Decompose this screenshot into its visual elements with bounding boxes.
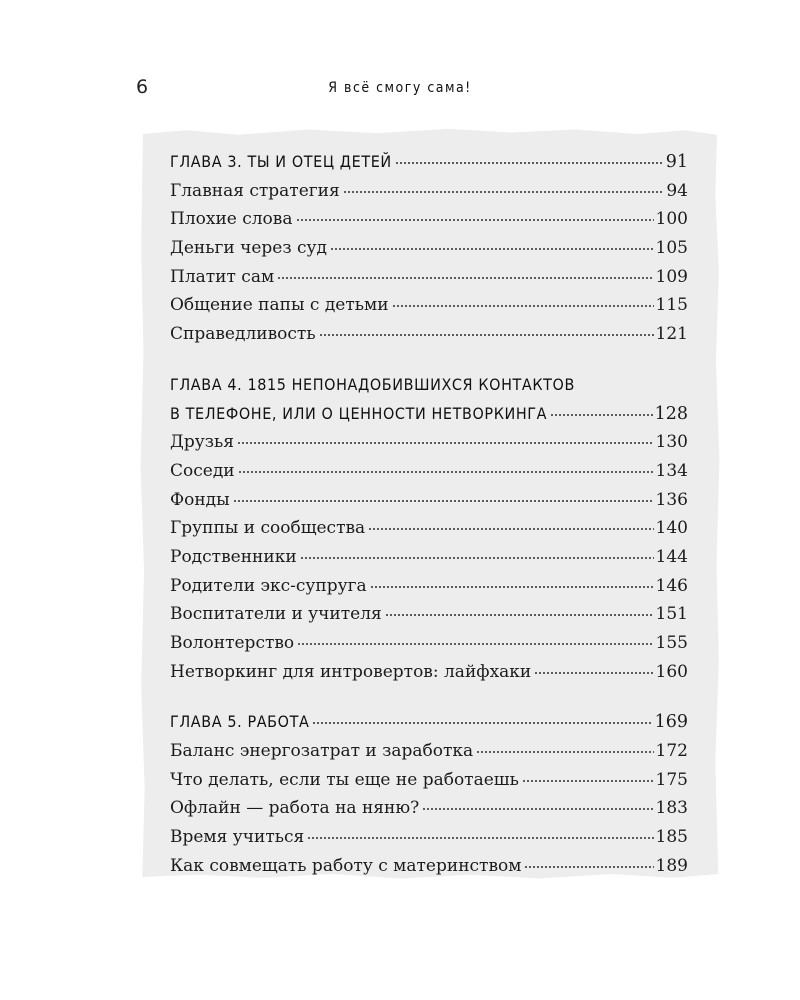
entry-label: Соседи: [170, 460, 235, 481]
entry-label: Время учиться: [170, 827, 305, 848]
entry-label: Волонтерство: [170, 633, 295, 653]
entry-label: Платит сам: [170, 266, 275, 287]
toc-entry[interactable]: [170, 428, 688, 457]
chapter-title[interactable]: ГЛАВА 4. 1815 НЕПОНАДОБИВШИХСЯ КОНТАКТОВ: [170, 374, 575, 394]
entry-page: 105: [655, 238, 688, 259]
dot-leader: [368, 528, 653, 530]
toc-entry[interactable]: [170, 177, 688, 206]
entry-page: 121: [655, 324, 688, 345]
toc-entry[interactable]: [170, 600, 688, 629]
entry-page: 100: [655, 209, 688, 230]
dot-leader: [233, 500, 654, 502]
toc-entry[interactable]: [170, 486, 688, 515]
entry-page: 94: [666, 180, 688, 201]
entry-page: 185: [655, 827, 688, 848]
toc-entry[interactable]: [170, 263, 688, 292]
dot-leader: [343, 191, 665, 193]
dot-leader: [476, 751, 653, 753]
page-number: 6: [136, 76, 149, 98]
dot-leader: [422, 808, 653, 810]
toc-entry[interactable]: [170, 823, 688, 852]
chapter-heading[interactable]: [170, 400, 688, 429]
running-head: Я всё смогу сама!: [328, 80, 472, 96]
entry-label: Офлайн — работа на няню?: [170, 798, 420, 819]
entry-page: 134: [655, 460, 688, 481]
entry-label: Воспитатели и учителя: [170, 604, 382, 625]
entry-label: Общение папы с детьми: [170, 295, 389, 316]
entry-label: Что делать, если ты еще не работаешь: [170, 769, 519, 790]
toc-entry[interactable]: [170, 291, 688, 320]
entry-label: Друзья: [170, 432, 234, 453]
entry-label: Главная стратегия: [170, 180, 340, 201]
dot-leader: [307, 837, 653, 839]
dot-leader: [296, 219, 654, 221]
toc-entry[interactable]: [170, 737, 688, 766]
dot-leader: [297, 643, 653, 645]
dot-leader: [385, 614, 654, 616]
dot-leader: [238, 471, 654, 473]
entry-page: 140: [655, 518, 688, 539]
chapter-title-continued: В ТЕЛЕФОНЕ, ИЛИ О ЦЕННОСТИ НЕТВОРКИНГА: [170, 403, 548, 423]
toc-entry[interactable]: [170, 320, 688, 349]
chapter-5: [170, 708, 688, 880]
dot-leader: [237, 442, 654, 444]
dot-leader: [330, 248, 654, 250]
dot-leader: [370, 586, 654, 588]
toc-entry[interactable]: [170, 514, 688, 543]
toc-entry[interactable]: [170, 794, 688, 823]
entry-page: 151: [655, 604, 688, 625]
entry-page: 109: [655, 266, 688, 287]
toc-entry[interactable]: [170, 234, 688, 263]
entry-page: 115: [655, 295, 688, 316]
entry-label: Родственники: [170, 546, 297, 567]
entry-page: 175: [655, 769, 688, 790]
toc-entry[interactable]: [170, 543, 688, 572]
chapter-title: ГЛАВА 3. ТЫ И ОТЕЦ ДЕТЕЙ: [170, 152, 392, 171]
dot-leader: [522, 780, 654, 782]
entry-page: 189: [655, 855, 688, 876]
dot-leader: [300, 557, 654, 559]
entry-label: Как совмещать работу с материнством: [170, 855, 522, 876]
toc-entry[interactable]: [170, 658, 688, 687]
toc-entry[interactable]: [170, 205, 688, 234]
chapter-4: [170, 371, 688, 687]
chapter-heading[interactable]: [170, 148, 688, 177]
chapter-page: 128: [654, 403, 688, 424]
dot-leader: [524, 866, 653, 868]
dot-leader: [392, 305, 654, 307]
toc-entry[interactable]: [170, 629, 688, 658]
entry-label: Плохие слова: [170, 209, 293, 230]
entry-page: 183: [655, 798, 688, 819]
dot-leader: [277, 277, 653, 279]
chapter-page: 91: [665, 152, 688, 172]
entry-page: 144: [655, 546, 688, 567]
entry-page: 130: [655, 432, 688, 453]
toc-entry[interactable]: [170, 457, 688, 486]
entry-label: Родители экс-супруга: [170, 575, 367, 596]
dot-leader: [319, 334, 654, 336]
entry-page: 146: [655, 575, 688, 596]
entry-page: 155: [655, 633, 688, 653]
chapter-3: [170, 148, 688, 349]
entry-label: Баланс энергозатрат и заработка: [170, 741, 474, 762]
dot-leader: [395, 162, 664, 164]
toc-entry[interactable]: [170, 766, 688, 795]
chapter-heading[interactable]: [170, 708, 688, 737]
entry-label: Нетворкинг для интровертов: лайфхаки: [170, 661, 532, 682]
entry-label: Фонды: [170, 489, 230, 510]
table-of-contents: [170, 148, 688, 881]
chapter-title: ГЛАВА 5. РАБОТА: [170, 712, 310, 732]
toc-entry[interactable]: [170, 572, 688, 601]
entry-page: 172: [655, 741, 688, 762]
entry-label: Справедливость: [170, 324, 316, 345]
dot-leader: [312, 722, 652, 724]
entry-label: Группы и сообщества: [170, 518, 366, 539]
dot-leader: [550, 414, 652, 416]
entry-label: Деньги через суд: [170, 238, 328, 259]
chapter-page: 169: [654, 712, 688, 733]
toc-entry[interactable]: [170, 852, 688, 881]
entry-page: 160: [655, 661, 688, 682]
dot-leader: [534, 672, 653, 674]
entry-page: 136: [655, 489, 688, 510]
